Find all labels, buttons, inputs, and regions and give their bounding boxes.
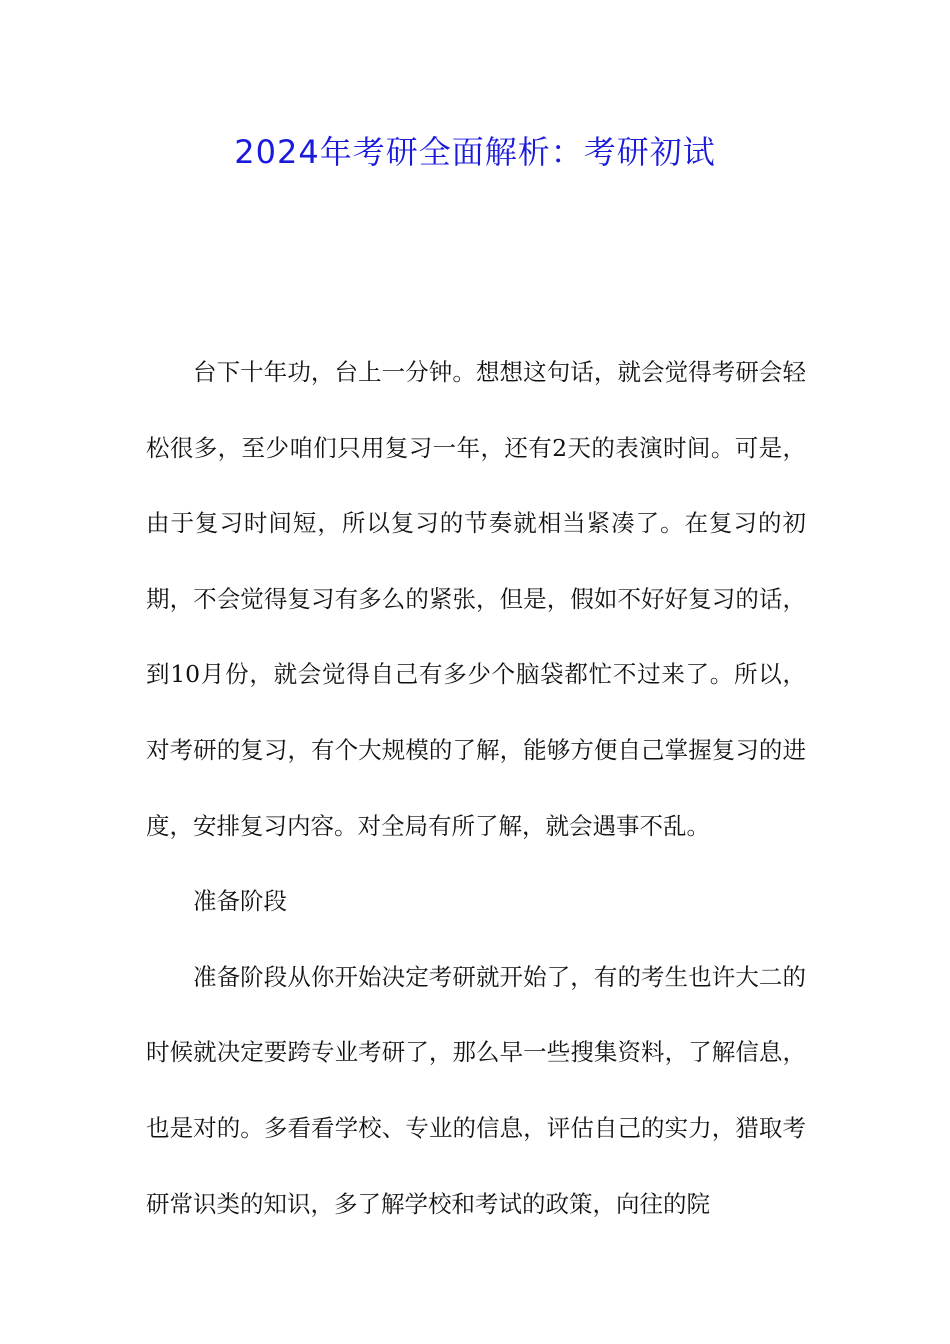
document-body [146, 335, 806, 1242]
section-heading-preparation: 准备阶段 [193, 887, 287, 916]
document-title: 2024年考研全面解析：考研初试 [234, 133, 716, 171]
paragraph-preparation: 准备阶段从你开始决定考研就开始了，有的考生也许大二的时候就决定要跨专业考研了，那么早一些搜集资料，了解信息，也是对的。多看看学校、专业的信息，评估自己的实力，猎取考研常识类的知识，多了解学校和考试的政策，向往的院 [146, 962, 806, 1218]
paragraph-intro: 台下十年功，台上一分钟。想想这句话，就会觉得考研会轻松很多，至少咱们只用复习一年，还有2天的表演时间。可是，由于复习时间短，所以复习的节奏就相当紧凑了。在复习的初期，不会觉得复习有多么的紧张，但是，假如不好好复习的话，到10月份，就会觉得自己有多少个脑袋都忙不过来了。所以，对考研的复习，有个大规模的了解，能够方便自己掌握复习的进度，安排复习内容。对全局有所了解，就会遇事不乱。 [146, 358, 806, 840]
